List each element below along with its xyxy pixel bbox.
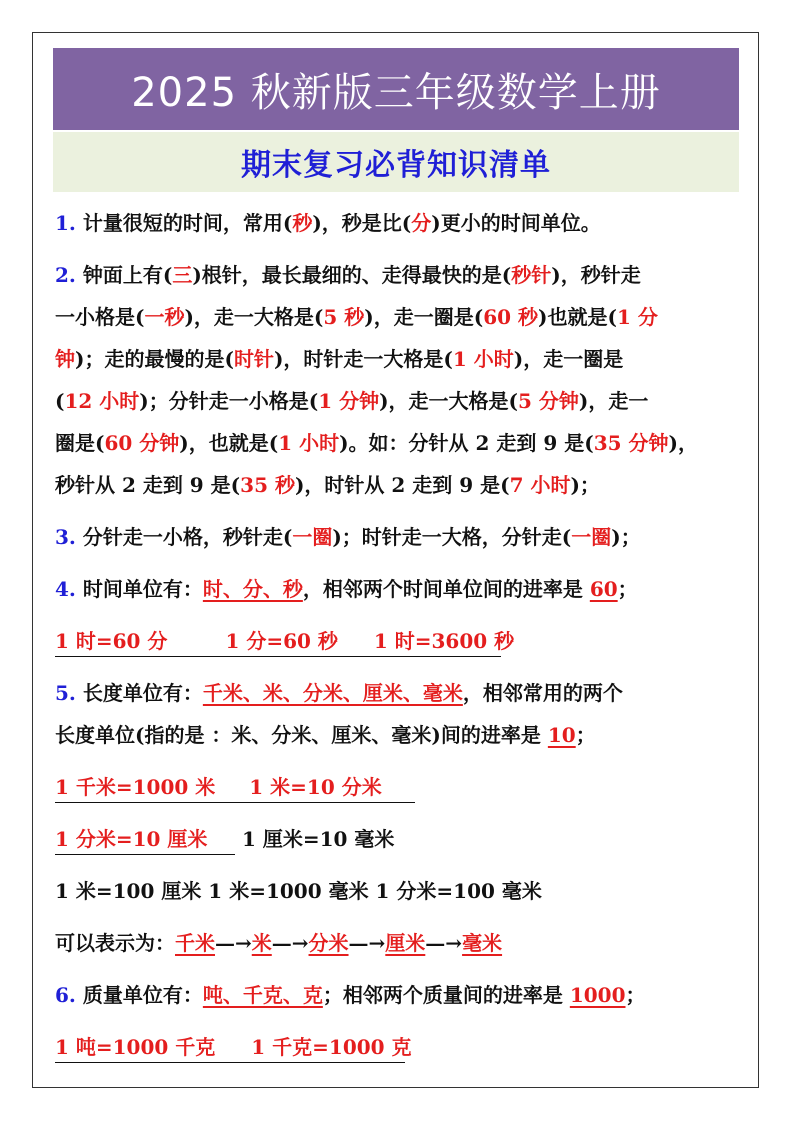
text: )，时针从 2 走到 9 是( — [294, 473, 510, 497]
text: )，秒是比( — [312, 211, 412, 235]
answer: 1 小时 — [452, 347, 514, 371]
text: ； — [575, 723, 596, 747]
item-number: 5. — [55, 681, 76, 705]
formula: 1 米=100 厘米 1 米=1000 毫米 1 分米=100 毫米 — [55, 879, 542, 903]
text: 时间单位有： — [75, 577, 203, 601]
arrow: —→ — [271, 931, 309, 955]
answer: 秒针 — [511, 263, 552, 287]
text: )；分针走一小格是( — [139, 389, 319, 413]
item-2-line-2 — [55, 296, 755, 338]
formula: 1 米=10 分米 — [249, 775, 382, 799]
text: )；走的最慢的是( — [75, 347, 234, 371]
unit-chain — [55, 922, 755, 964]
item-2-line-3 — [55, 338, 755, 380]
subtitle-banner — [53, 132, 739, 192]
chain-unit: 米 — [251, 931, 272, 955]
answer: 吨、千克、克 — [202, 983, 323, 1007]
text: 秒针从 2 走到 9 是( — [55, 473, 241, 497]
time-formulas — [55, 620, 755, 662]
text: )更小的时间单位。 — [431, 211, 601, 235]
text: )，走一圈是( — [364, 305, 484, 329]
text: 长度单位(指的是 ：米、分米、厘米、毫米)间的进率是 — [55, 723, 548, 747]
text: )； — [570, 473, 600, 497]
text: )，走一圈是 — [513, 347, 624, 371]
length-formulas-3 — [55, 870, 755, 912]
content-area — [55, 202, 755, 1068]
length-formulas-2 — [55, 818, 755, 860]
item-number: 1. — [55, 211, 76, 235]
formula-underline — [55, 772, 415, 803]
text: 一小格是( — [55, 305, 145, 329]
answer: 60 — [589, 577, 618, 601]
length-formulas-1 — [55, 766, 755, 808]
chain-unit: 分米 — [308, 931, 349, 955]
answer: 60 秒 — [483, 305, 539, 329]
text: 圈是( — [55, 431, 105, 455]
text: )也就是( — [538, 305, 617, 329]
answer: 一秒 — [144, 305, 185, 329]
chain-unit: 毫米 — [462, 931, 503, 955]
text: )；时针走一大格，分针走( — [332, 525, 572, 549]
text: )，走一大格是( — [184, 305, 324, 329]
text: )，秒针走 — [551, 263, 641, 287]
item-2-line-4 — [55, 380, 755, 422]
answer: 一圈 — [292, 525, 333, 549]
item-number: 2. — [55, 263, 76, 287]
answer: 7 小时 — [509, 473, 571, 497]
answer: 35 秒 — [240, 473, 295, 497]
text: )，时针走一大格是( — [273, 347, 453, 371]
text: 长度单位有： — [75, 681, 203, 705]
answer: 10 — [547, 723, 576, 747]
answer: 60 分钟 — [104, 431, 180, 455]
item-number: 6. — [55, 983, 76, 1007]
text: ； — [617, 577, 638, 601]
mass-formulas — [55, 1026, 755, 1068]
arrow: —→ — [425, 931, 463, 955]
arrow: —→ — [348, 931, 386, 955]
page-title: 2025 秋新版三年级数学上册 — [131, 69, 661, 116]
text: ，相邻两个时间单位间的进率是 — [302, 577, 590, 601]
item-5-line-2 — [55, 714, 755, 756]
item-2-line-6 — [55, 464, 755, 506]
item-1 — [55, 202, 755, 244]
arrow: —→ — [215, 931, 252, 955]
item-6 — [55, 974, 755, 1016]
text: )； — [611, 525, 641, 549]
text: )， — [668, 431, 698, 455]
formula: 1 厘米=10 毫米 — [241, 827, 395, 851]
chain-unit: 千米 — [175, 931, 215, 955]
answer: 5 分钟 — [518, 389, 579, 413]
text: )，也就是( — [179, 431, 279, 455]
answer: 时针 — [233, 347, 274, 371]
formula-underline — [55, 1032, 412, 1063]
item-4 — [55, 568, 755, 610]
answer: 千米、米、分米、厘米、毫米 — [202, 681, 463, 705]
text: ，相邻常用的两个 — [462, 681, 623, 705]
text: )根针，最长最细的、走得最快的是( — [192, 263, 512, 287]
text: )，走一 — [578, 389, 649, 413]
answer: 12 小时 — [64, 389, 140, 413]
formula-underline — [55, 824, 235, 855]
item-2 — [55, 254, 755, 506]
answer: 1000 — [569, 983, 626, 1007]
text: )。如：分针从 2 走到 9 是( — [339, 431, 594, 455]
page-subtitle: 期末复习必背知识清单 — [241, 148, 551, 183]
text: 质量单位有： — [75, 983, 203, 1007]
item-number: 3. — [55, 525, 76, 549]
text: 钟面上有( — [75, 263, 173, 287]
answer: 三 — [172, 263, 193, 287]
item-number: 4. — [55, 577, 76, 601]
answer: 5 秒 — [323, 305, 365, 329]
answer: 35 分钟 — [593, 431, 669, 455]
answer: 时、分、秒 — [202, 577, 303, 601]
formula-underline — [55, 626, 515, 657]
formula: 1 时=60 分 — [55, 629, 168, 653]
text: 计量很短的时间，常用( — [75, 211, 293, 235]
answer: 1 分 — [616, 305, 658, 329]
answer: 秒 — [292, 211, 313, 235]
title-banner — [53, 48, 739, 130]
answer: 钟 — [55, 347, 75, 371]
formula: 1 分=60 秒 — [225, 629, 338, 653]
item-2-line-1 — [55, 254, 755, 296]
chain-unit: 厘米 — [385, 931, 426, 955]
formula: 1 时=3600 秒 — [373, 629, 515, 653]
answer: 分 — [411, 211, 432, 235]
text: ( — [55, 389, 65, 413]
item-2-line-5 — [55, 422, 755, 464]
formula: 1 千米=1000 米 — [55, 775, 216, 799]
answer: 1 分钟 — [318, 389, 380, 413]
text: 分针走一小格，秒针走( — [75, 525, 293, 549]
chain-label: 可以表示为： — [55, 931, 175, 955]
answer: 1 小时 — [278, 431, 340, 455]
formula: 1 吨=1000 千克 — [55, 1035, 216, 1059]
answer: 一圈 — [571, 525, 612, 549]
text: )，走一大格是( — [379, 389, 519, 413]
item-5-line-1 — [55, 672, 755, 714]
formula: 1 千克=1000 克 — [251, 1035, 412, 1059]
item-3 — [55, 516, 755, 558]
formula: 1 分米=10 厘米 — [55, 827, 208, 851]
text: ； — [625, 983, 646, 1007]
text: ；相邻两个质量间的进率是 — [322, 983, 570, 1007]
